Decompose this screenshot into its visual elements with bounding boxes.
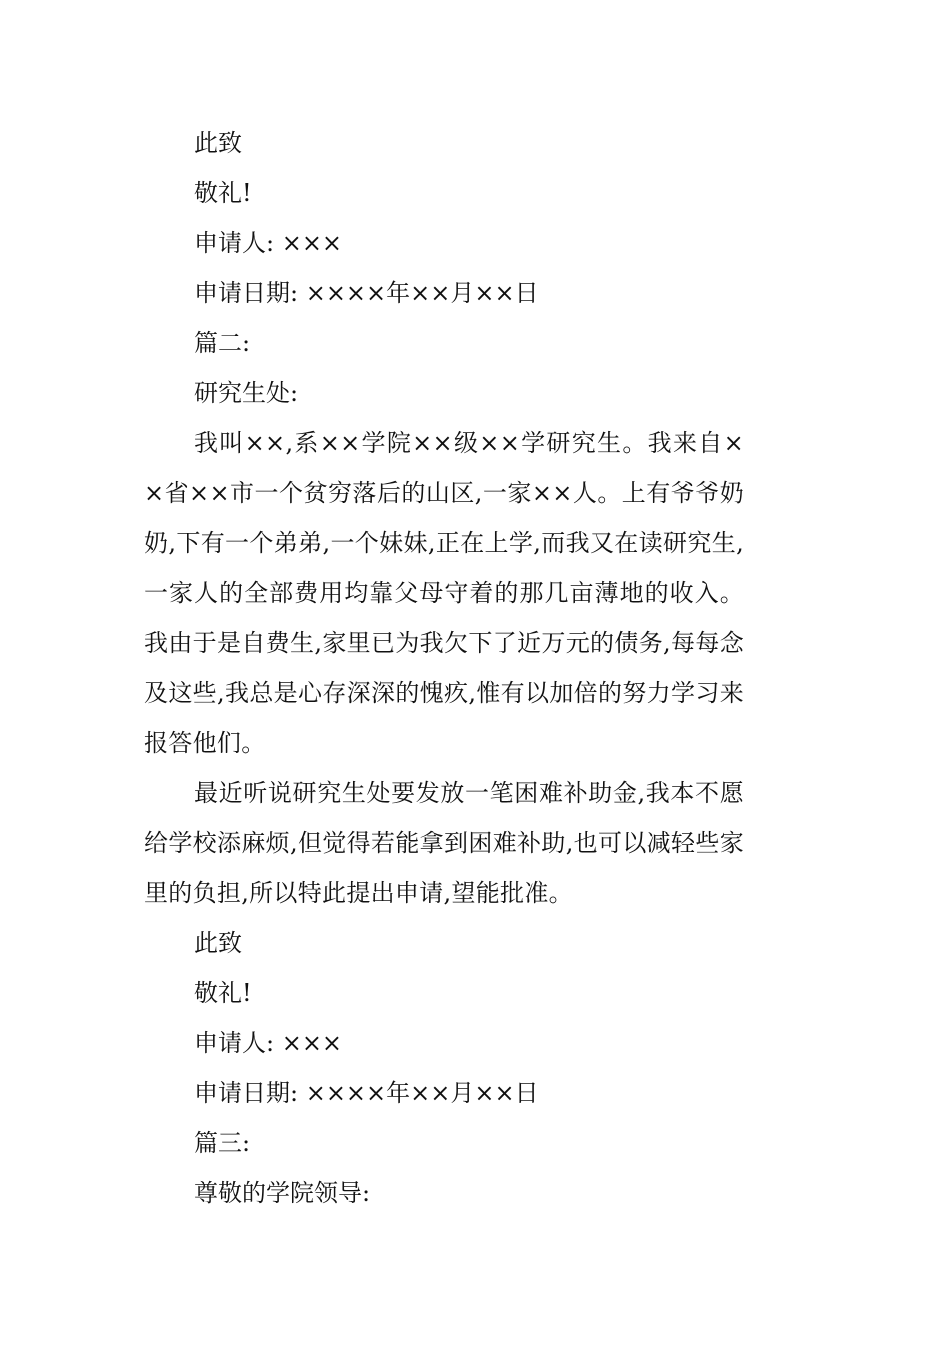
body-paragraph-1: 我叫××,系××学院××级××学研究生。我来自××省××市一个贫穷落后的山区,一家××人。上有爷爷奶奶,下有一个弟弟,一个妹妹,正在上学,而我又在读研究生,一家人的全部费用均靠父母守着的那几亩薄地的收入。我由于是自费生,家里已为我欠下了近万元的债务,每每念及这些,我总是心存深深的愧疚,惟有以加倍的努力学习来报答他们。	[144, 429, 744, 757]
closing-salutation: 此致	[194, 129, 242, 157]
section-heading-3: 篇三:	[194, 1129, 251, 1157]
addressee-line: 尊敬的学院领导:	[194, 1179, 371, 1207]
addressee-line: 研究生处:	[194, 379, 299, 407]
section-heading-2: 篇二:	[194, 329, 251, 357]
closing-regards: 敬礼!	[194, 179, 252, 207]
applicant-line: 申请人: ×××	[194, 1029, 343, 1057]
application-date-line: 申请日期: ××××年××月××日	[194, 1079, 539, 1107]
document-body	[144, 118, 744, 1218]
closing-regards: 敬礼!	[194, 979, 252, 1007]
application-date-line: 申请日期: ××××年××月××日	[194, 279, 539, 307]
body-paragraph-2: 最近听说研究生处要发放一笔困难补助金,我本不愿给学校添麻烦,但觉得若能拿到困难补助,也可以减轻些家里的负担,所以特此提出申请,望能批准。	[144, 779, 744, 907]
applicant-line: 申请人: ×××	[194, 229, 343, 257]
closing-salutation: 此致	[194, 929, 242, 957]
